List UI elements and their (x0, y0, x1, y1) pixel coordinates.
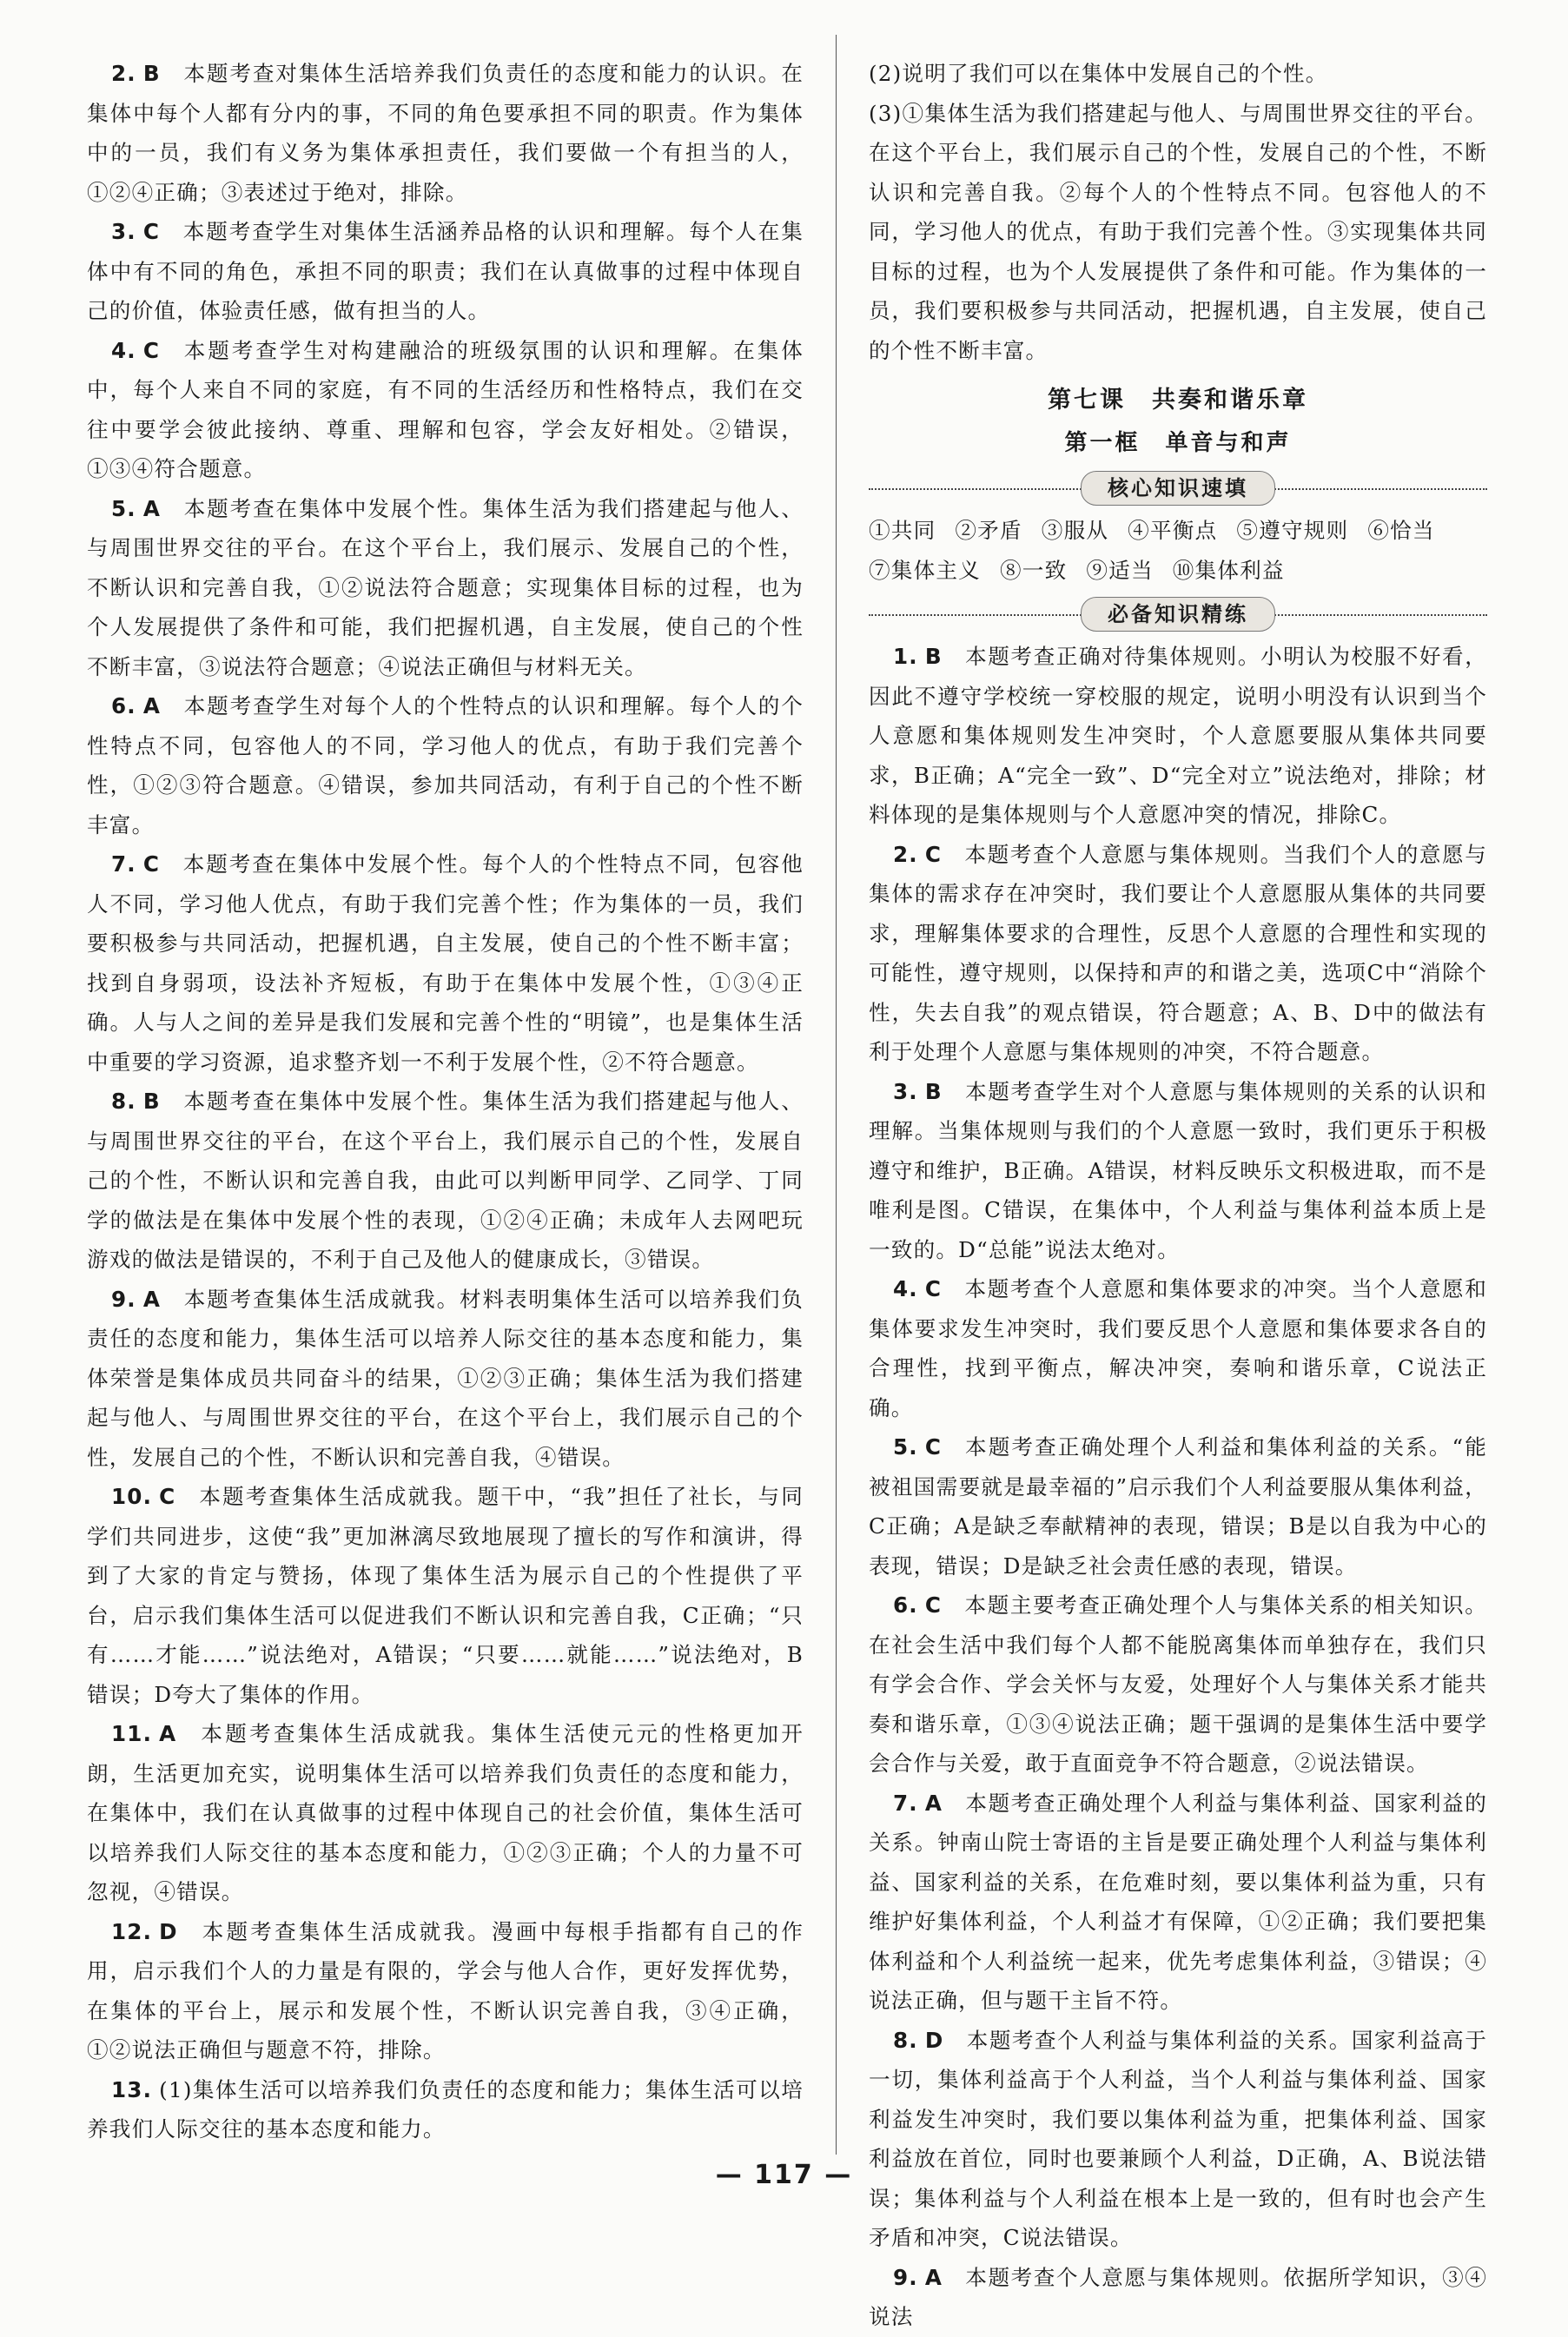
question-number: 3. (111, 219, 136, 244)
question-number: 7. (111, 851, 136, 877)
answer-letter: A (924, 2264, 943, 2290)
question-number: 6. (111, 693, 136, 718)
explanation-text: 本题考查个人利益与集体利益的关系。国家利益高于一切，集体利益高于个人利益，当个人利益与集体利益、国家利益发生冲突时，我们要以集体利益为重，把集体利益、国家利益放在首位，同时也要兼顾个人利益，D正确，A、B说法错误；集体利益与个人利益在根本上是一致的，但有时也会产生矛盾和冲突，C说法错误。 (869, 2027, 1487, 2250)
answer-letter: A (142, 1286, 162, 1312)
fill-answer: ⑦集体主义 (869, 557, 981, 583)
explanation-text: (1)集体生活可以培养我们负责任的态度和能力；集体生活可以培养我们人际交往的基本态度和能力。 (87, 2076, 804, 2142)
answer-letter: B (142, 61, 161, 86)
question-number: 4. (111, 337, 136, 363)
question-number: 11. (111, 1721, 153, 1746)
explanation-text: 本题考查对集体生活培养我们负责任的态度和能力的认识。在集体中每个人都有分内的事，不同的角色要承担不同的职责。作为集体中的一员，我们有义务为集体承担责任，我们要做一个有担当的人，①②④正确；③表述过于绝对，排除。 (87, 61, 804, 205)
explanation-text: 本题考查集体生活成就我。漫画中每根手指都有自己的作用，启示我们个人的力量是有限的，学会与他人合作，更好发挥优势，在集体的平台上，展示和发展个性，不断认识完善自我，③④正确，①②说法正确但与题意不符，排除。 (87, 1918, 804, 2062)
page-number: — 117 — (715, 2160, 853, 2190)
question-number: 10. (111, 1484, 153, 1509)
question-number: 2. (111, 61, 136, 86)
question-number: 9. (893, 2264, 918, 2290)
answer-13-part-3: (3)①集体生活为我们搭建起与他人、与周围世界交往的平台。在这个平台上，我们展示自己的个性，发展自己的个性，不断认识和完善自我。②每个人的个性特点不同。包容他人的不同，学习他人的优点，有助于我们完善个性。③实现集体共同目标的过程，也为个人发展提供了条件和可能。作为集体的一员，我们要积极参与共同活动，把握机遇，自主发展，使自己的个性不断丰富。 (869, 100, 1487, 363)
fill-answer: ⑥恰当 (1367, 518, 1435, 543)
answer-item (869, 1269, 1487, 1427)
fill-answer: ②矛盾 (955, 518, 1022, 543)
fill-answer: ③服从 (1041, 518, 1109, 543)
answer-letter: D (924, 2027, 944, 2053)
answer-letter: A (924, 1790, 943, 1816)
answer-item (87, 1477, 804, 1714)
answer-item (87, 54, 804, 212)
answer-letter: C (924, 1434, 943, 1460)
question-number: 7. (893, 1790, 918, 1816)
explanation-text: 本题考查正确对待集体规则。小明认为校服不好看，因此不遵守学校统一穿校服的规定，说明小明没有认识到当个人意愿和集体规则发生冲突时，个人意愿要服从集体共同要求，B正确；A“完全一致”、D“完全对立”说法绝对，排除；材料体现的是集体规则与个人意愿冲突的情况，排除C。 (869, 644, 1487, 827)
answer-item (87, 1082, 804, 1280)
answer-item (869, 1586, 1487, 1784)
answer-item (87, 1714, 804, 1912)
question-number: 1. (893, 644, 918, 669)
explanation-text: 本题考查学生对集体生活涵养品格的认识和理解。每个人在集体中有不同的角色，承担不同的职责；我们在认真做事的过程中体现自己的价值，体验责任感，做有担当的人。 (87, 219, 804, 323)
answer-letter: C (142, 337, 161, 363)
answer-letter: D (159, 1918, 178, 1944)
explanation-text: 本题考查学生对每个人的个性特点的认识和理解。每个人的个性特点不同，包容他人的不同，学习他人的优点，有助于我们完善个性，①②③符合题意。④错误，参加共同活动，有利于自己的个性不断丰富。 (87, 693, 804, 837)
explanation-text: 本题考查在集体中发展个性。每个人的个性特点不同，包容他人不同，学习他人优点，有助于我们完善个性；作为集体的一员，我们要积极参与共同活动，把握机遇，自主发展，使自己的个性不断丰富；找到自身弱项，设法补齐短板，有助于在集体中发展个性，①③④正确。人与人之间的差异是我们发展和完善个性的“明镜”，也是集体生活中重要的学习资源，追求整齐划一不利于发展个性，②不符合题意。 (87, 851, 804, 1075)
answer-item (869, 637, 1487, 835)
fill-answers-line-1 (869, 511, 1487, 551)
answer-letter: B (924, 1078, 943, 1104)
answer-letter: A (142, 693, 162, 718)
answer-item (869, 1072, 1487, 1270)
banner-label: 必备知识精练 (1081, 597, 1275, 632)
answer-letter: C (924, 841, 943, 867)
question-number: 5. (111, 495, 136, 521)
fill-answer: ④平衡点 (1128, 518, 1218, 543)
fill-answers-line-2 (869, 551, 1487, 591)
explanation-text: 本题考查在集体中发展个性。集体生活为我们搭建起与他人、与周围世界交往的平台，在这个平台上，我们展示自己的个性，发展自己的个性，不断认识和完善自我，由此可以判断甲同学、乙同学、丁同学的做法是在集体中发展个性的表现，①②④正确；未成年人去网吧玩游戏的做法是错误的，不利于自己及他人的健康成长，③错误。 (87, 1089, 804, 1272)
explanation-text: 本题考查学生对构建融洽的班级氛围的认识和理解。在集体中，每个人来自不同的家庭，有不同的生活经历和性格特点，我们在交往中要学会彼此接纳、尊重、理解和包容，学会友好相处。②错误，①③④符合题意。 (87, 337, 804, 481)
question-number: 3. (893, 1078, 918, 1104)
question-number: 8. (893, 2027, 918, 2053)
frame-title: 第一框 单音与和声 (1064, 430, 1292, 456)
right-column (869, 54, 1487, 2337)
explanation-text: 本题考查正确处理个人利益与集体利益、国家利益的关系。钟南山院士寄语的主旨是要正确处理个人利益与集体利益、国家利益的关系，在危难时刻，要以集体利益为重，只有维护好集体利益，个人利益才有保障，①②正确；我们要把集体利益和个人利益统一起来，优先考虑集体利益，③错误；④说法正确，但与题干主旨不符。 (869, 1790, 1487, 2013)
answer-item (869, 2258, 1487, 2337)
left-column (87, 54, 804, 2149)
lesson-title: 第七课 共奏和谐乐章 (1048, 387, 1308, 414)
answer-item (87, 1912, 804, 2070)
answer-letter: C (142, 219, 161, 244)
explanation-text: 本题考查集体生活成就我。题干中，“我”担任了社长，与同学们共同进步，这使“我”更加淋漓尽致地展现了擅长的写作和演讲，得到了大家的肯定与赞扬，体现了集体生活为展示自己的个性提供了平台，启示我们集体生活可以促进我们不断认识和完善自我，C正确；“只有……才能……”说法绝对，A错误；“只要……就能……”说法绝对，B错误；D夸大了集体的作用。 (87, 1484, 804, 1707)
explanation-text: 本题考查个人意愿和集体要求的冲突。当个人意愿和集体要求发生冲突时，我们要反思个人意愿和集体要求各自的合理性，找到平衡点，解决冲突，奏响和谐乐章，C说法正确。 (869, 1276, 1487, 1420)
question-number: 8. (111, 1089, 136, 1114)
section-banner-essential-practice (869, 595, 1487, 633)
right-answer-list (869, 637, 1487, 2337)
answer-item (87, 489, 804, 687)
question-number: 13. (111, 2076, 153, 2102)
answer-item (87, 686, 804, 844)
answer-item (87, 212, 804, 331)
explanation-text: 本题考查正确处理个人利益和集体利益的关系。“能被祖国需要就是最幸福的”启示我们个人利益要服从集体利益，C正确；A是缺乏奉献精神的表现，错误；B是以自我为中心的表现，错误；D是缺乏社会责任感的表现，错误。 (869, 1434, 1487, 1579)
answer-13-part-2: (2)说明了我们可以在集体中发展自己的个性。 (869, 61, 1328, 86)
question-number: 6. (893, 1592, 918, 1618)
fill-answer: ⑨适当 (1086, 557, 1154, 583)
fill-answer: ⑧一致 (999, 557, 1068, 583)
explanation-text: 本题考查在集体中发展个性。集体生活为我们搭建起与他人、与周围世界交往的平台。在这个平台上，我们展示、发展自己的个性，不断认识和完善自我，①②说法符合题意；实现集体目标的过程，也为个人发展提供了条件和可能，我们把握机遇，自主发展，使自己的个性不断丰富，③说法符合题意；④说法正确但与材料无关。 (87, 495, 804, 679)
section-banner-core-knowledge (869, 469, 1487, 507)
answer-letter: C (924, 1276, 943, 1301)
answer-letter: C (924, 1592, 943, 1618)
explanation-text: 本题主要考查正确处理个人与集体关系的相关知识。在社会生活中我们每个人都不能脱离集体而单独存在，我们只有学会合作、学会关怀与友爱，处理好个人与集体关系才能共奏和谐乐章，①③④说法正确；题干强调的是集体生活中要学会合作与关爱，敢于直面竞争不符合题意，②说法错误。 (869, 1592, 1487, 1776)
answer-letter: A (159, 1721, 177, 1746)
answer-item (87, 2070, 804, 2149)
banner-label: 核心知识速填 (1081, 471, 1275, 506)
explanation-text: 本题考查个人意愿与集体规则。依据所学知识，③④说法 (869, 2264, 1487, 2329)
fill-answer: ⑤遵守规则 (1236, 518, 1349, 543)
question-number: 2. (893, 841, 918, 867)
answer-item (869, 1784, 1487, 2021)
answer-letter: B (924, 644, 943, 669)
answer-item (87, 1280, 804, 1478)
explanation-text: 本题考查集体生活成就我。材料表明集体生活可以培养我们负责任的态度和能力，集体生活可以培养人际交往的基本态度和能力，集体荣誉是集体成员共同奋斗的结果，①②③正确；集体生活为我们搭建起与他人、与周围世界交往的平台，在这个平台上，我们展示自己的个性，发展自己的个性，不断认识和完善自我，④错误。 (87, 1286, 804, 1470)
answer-item (869, 2021, 1487, 2258)
explanation-text: 本题考查学生对个人意愿与集体规则的关系的认识和理解。当集体规则与我们的个人意愿一致时，我们更乐于积极遵守和维护，B正确。A错误，材料反映乐文积极进取，而不是唯利是图。C错误，在集体中，个人利益与集体利益本质上是一致的。D“总能”说法太绝对。 (869, 1078, 1487, 1262)
answer-letter: A (142, 495, 162, 521)
column-divider (836, 35, 837, 2155)
explanation-text: 本题考查集体生活成就我。集体生活使元元的性格更加开朗，生活更加充实，说明集体生活可以培养我们负责任的态度和能力，在集体中，我们在认真做事的过程中体现自己的社会价值，集体生活可以培养我们人际交往的基本态度和能力，①②③正确；个人的力量不可忽视，④错误。 (87, 1721, 804, 1904)
fill-answer: ⑩集体利益 (1172, 557, 1285, 583)
answer-letter: B (142, 1089, 161, 1114)
question-number: 9. (111, 1286, 136, 1312)
question-number: 5. (893, 1434, 918, 1460)
fill-answer: ①共同 (869, 518, 936, 543)
answer-item (869, 835, 1487, 1072)
answer-letter: C (159, 1484, 176, 1509)
explanation-text: 本题考查个人意愿与集体规则。当我们个人的意愿与集体的需求存在冲突时，我们要让个人意愿服从集体的共同要求，理解集体要求的合理性，反思个人意愿的合理性和实现的可能性，遵守规则，以保持和声的和谐之美，选项C中“消除个性，失去自我”的观点错误，符合题意；A、B、D中的做法有利于处理个人意愿与集体规则的冲突，不符合题意。 (869, 841, 1487, 1064)
answer-letter: C (142, 851, 161, 877)
answer-item (869, 1427, 1487, 1586)
question-number: 4. (893, 1276, 918, 1301)
question-number: 12. (111, 1918, 153, 1944)
answer-item (87, 331, 804, 489)
answer-item (87, 844, 804, 1082)
